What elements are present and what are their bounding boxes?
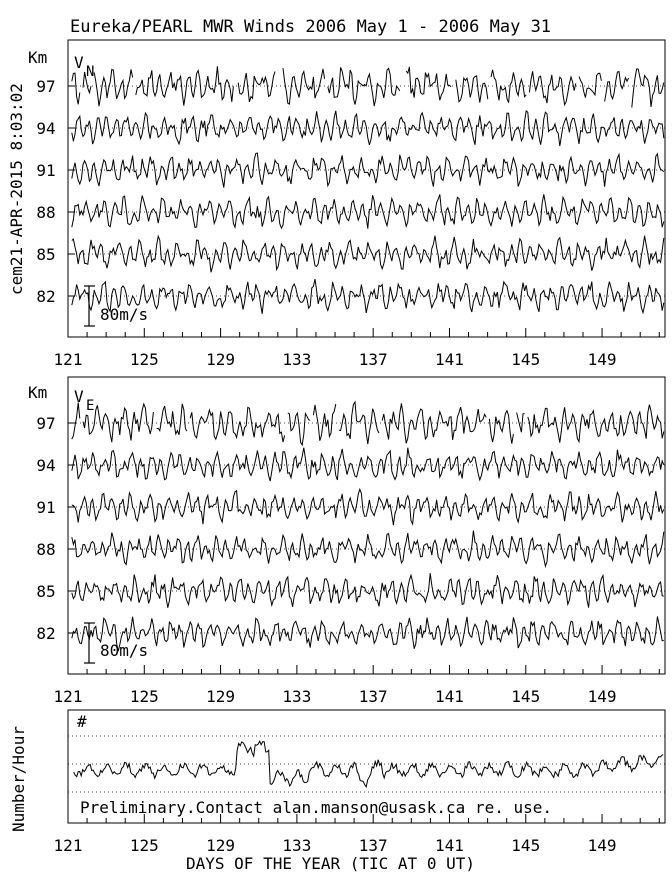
- wind-trace-94km: [72, 448, 664, 481]
- panel-vn-xtick-labels: [54, 350, 617, 369]
- height-label: 82: [36, 624, 56, 643]
- panel-vn-scale-label: 80m/s: [100, 305, 149, 324]
- x-tick-label: 141: [435, 687, 464, 706]
- x-tick-label: 125: [129, 687, 159, 706]
- height-label: 94: [36, 119, 56, 138]
- panel-count: [9, 710, 665, 873]
- panel-count-label: #: [77, 712, 87, 731]
- x-tick-label: 129: [206, 687, 236, 706]
- x-tick-label: 129: [206, 350, 236, 369]
- panel-ve-label-sub: E: [86, 398, 95, 414]
- wind-trace-85km: [72, 573, 664, 607]
- height-label: 88: [36, 540, 56, 559]
- x-tick-label: 145: [511, 687, 541, 706]
- height-label: 97: [36, 77, 56, 96]
- panel-ve-label: V: [74, 387, 84, 406]
- x-tick-label: 141: [435, 350, 464, 369]
- panel-vn-label-sub: N: [86, 64, 95, 80]
- panel-ve-traces: [72, 402, 664, 651]
- x-tick-label: 141: [435, 836, 464, 855]
- panel-vn-height-labels: [36, 77, 55, 306]
- x-tick-label: 121: [53, 836, 83, 855]
- panel-ve-scale-bar: [84, 623, 95, 663]
- height-label: 97: [36, 414, 56, 433]
- wind-trace-88km: [72, 531, 664, 567]
- height-label: 88: [36, 203, 56, 222]
- x-tick-label: 129: [206, 836, 236, 855]
- x-tick-label: 145: [511, 836, 541, 855]
- x-tick-label: 133: [282, 687, 312, 706]
- panel-count-xtick-labels: [54, 836, 617, 855]
- panel-vn-label: V: [74, 53, 84, 72]
- x-tick-label: 145: [511, 350, 541, 369]
- panel-ve-scale-label: 80m/s: [100, 641, 149, 660]
- panel-ve-xtick-labels: [54, 687, 617, 706]
- height-label: 91: [36, 161, 56, 180]
- panel-ve: [28, 377, 665, 706]
- height-label: 85: [36, 245, 56, 264]
- wind-trace-82km: [72, 279, 664, 314]
- wind-trace-82km: [72, 617, 664, 652]
- x-tick-label: 137: [358, 836, 388, 855]
- height-label: 85: [36, 582, 56, 601]
- x-tick-label: 125: [129, 350, 159, 369]
- figure-title: Eureka/PEARL MWR Winds 2006 May 1 - 2006 May 31: [70, 17, 552, 37]
- height-label: 82: [36, 287, 56, 306]
- x-tick-label: 133: [282, 836, 312, 855]
- x-axis-title: DAYS OF THE YEAR (TIC AT 0 UT): [186, 854, 475, 873]
- panel-ve-xticks: [68, 665, 659, 674]
- x-tick-label: 133: [282, 350, 312, 369]
- wind-trace-97km: [72, 66, 664, 107]
- panel-ve-unit: Km: [28, 383, 48, 402]
- x-tick-label: 149: [587, 350, 617, 369]
- x-tick-label: 137: [358, 350, 388, 369]
- panel-ve-height-labels: [36, 414, 55, 643]
- panel-count-ylabel: Number/Hour: [9, 726, 28, 832]
- panel-ve-frame: [68, 377, 665, 674]
- x-tick-label: 125: [129, 836, 159, 855]
- x-tick-label: 121: [53, 687, 83, 706]
- x-tick-label: 137: [358, 687, 388, 706]
- panel-vn: [28, 40, 665, 369]
- panel-vn-traces: [72, 66, 664, 313]
- run-stamp: cem21-APR-2015 8:03:02: [7, 83, 26, 295]
- height-label: 91: [36, 498, 56, 517]
- panel-vn-gridlines: [68, 86, 665, 296]
- wind-trace-88km: [72, 194, 664, 228]
- wind-trace-97km: [72, 402, 664, 445]
- panel-vn-unit: Km: [28, 48, 48, 67]
- footer-note: Preliminary.Contact alan.manson@usask.ca re. use.: [80, 798, 553, 817]
- x-tick-label: 149: [587, 836, 617, 855]
- height-label: 94: [36, 456, 56, 475]
- panel-vn-xticks: [68, 328, 659, 337]
- wind-trace-91km: [72, 153, 664, 188]
- panel-ve-gridlines: [68, 423, 665, 633]
- x-tick-label: 121: [53, 350, 83, 369]
- wind-trace-85km: [72, 236, 664, 273]
- x-tick-label: 149: [587, 687, 617, 706]
